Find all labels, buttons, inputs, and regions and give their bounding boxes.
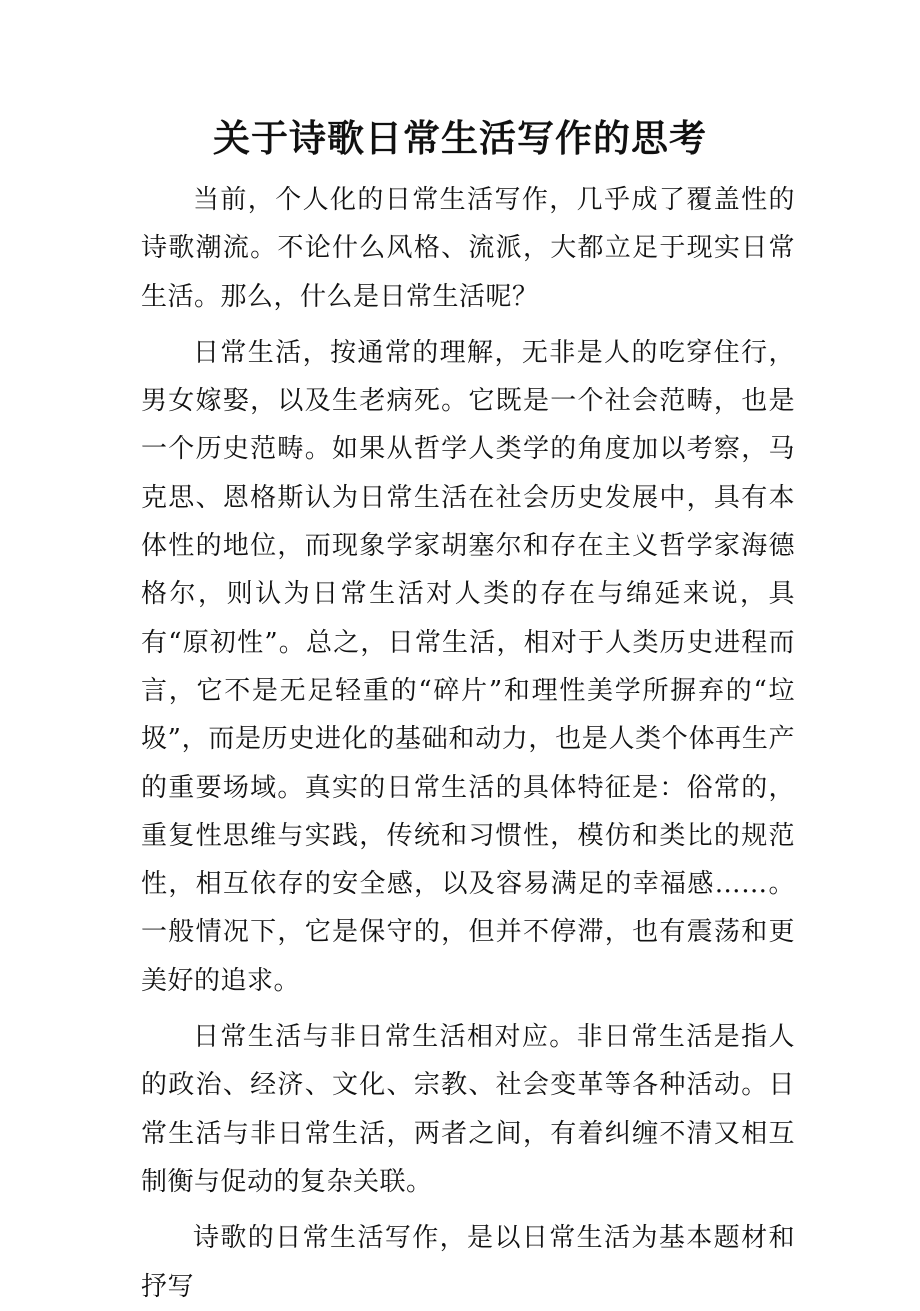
paragraph-2: 日常生活，按通常的理解，无非是人的吃穿住行，男女嫁娶，以及生老病死。它既是一个社会范畴，也是一个历史范畴。如果从哲学人类学的角度加以考察，马克思、恩格斯认为日常生活在社会历史发展中，具有本体性的地位，而现象学家胡塞尔和存在主义哲学家海德格尔，则认为日常生活对人类的存在与绵延来说，具有“原初性”。总之，日常生活，相对于人类历史进程而言，它不是无足轻重的“碎片”和理性美学所摒弃的“垃圾”，而是历史进化的基础和动力，也是人类个体再生产的重要场域。真实的日常生活的具体特征是：俗常的，重复性思维与实践，传统和习惯性，模仿和类比的规范性，相互依存的安全感，以及容易满足的幸福感……。一般情况下，它是保守的，但并不停滞，也有震荡和更美好的追求。 [141, 337, 795, 996]
paragraph-1: 当前，个人化的日常生活写作，几乎成了覆盖性的诗歌潮流。不论什么风格、流派，大都立足于现实日常生活。那么，什么是日常生活呢？ [141, 185, 795, 312]
document-body [141, 176, 795, 1311]
paragraph-3: 日常生活与非日常生活相对应。非日常生活是指人的政治、经济、文化、宗教、社会变革等各种活动。日常生活与非日常生活，两者之间，有着纠缠不清又相互制衡与促动的复杂关联。 [141, 1022, 795, 1197]
document-title: 关于诗歌日常生活写作的思考 [213, 116, 707, 160]
paragraph-4: 诗歌的日常生活写作，是以日常生活为基本题材和抒写 [141, 1223, 795, 1302]
